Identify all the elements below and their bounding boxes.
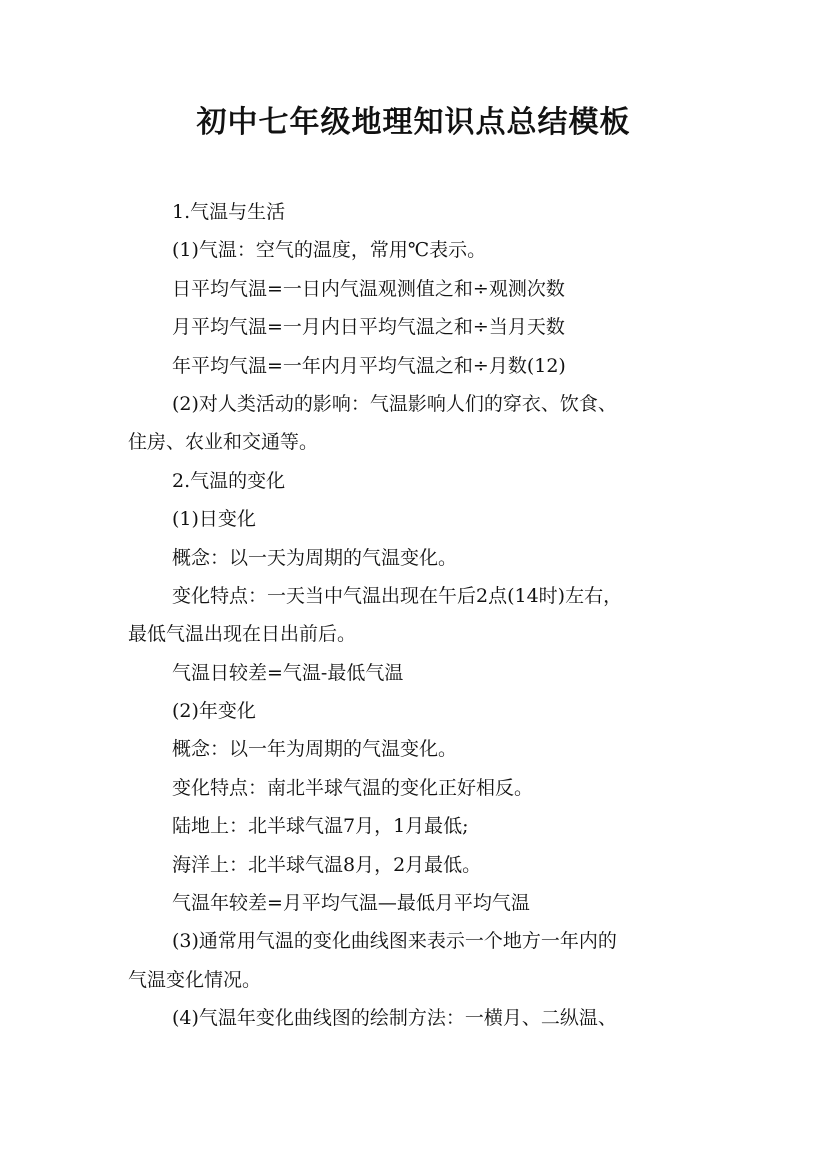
text-line: 日平均气温=一日内气温观测值之和÷观测次数 xyxy=(172,277,565,300)
text-line: 最低气温出现在日出前后。 xyxy=(128,623,357,646)
text-line: (1)气温：空气的温度，常用℃表示。 xyxy=(172,239,487,262)
text-line: 气温日较差=气温-最低气温 xyxy=(172,661,404,684)
text-line: 住房、农业和交通等。 xyxy=(128,431,319,454)
text-line: 气温变化情况。 xyxy=(128,968,262,991)
text-line: (3)通常用气温的变化曲线图来表示一个地方一年内的 xyxy=(172,930,617,953)
text-line: (2)年变化 xyxy=(172,700,256,723)
text-line: 海洋上：北半球气温8月，2月最低。 xyxy=(172,853,482,876)
text-line: (4)气温年变化曲线图的绘制方法：一横月、二纵温、 xyxy=(172,1007,617,1030)
text-line: 陆地上：北半球气温7月，1月最低; xyxy=(172,815,469,838)
document-title: 初中七年级地理知识点总结模板 xyxy=(196,105,631,140)
text-line: 概念：以一年为周期的气温变化。 xyxy=(172,738,458,761)
text-line: (1)日变化 xyxy=(172,508,256,531)
text-line: (2)对人类活动的影响：气温影响人们的穿衣、饮食、 xyxy=(172,392,617,415)
text-line: 变化特点：南北半球气温的变化正好相反。 xyxy=(172,776,534,799)
text-line: 气温年较差=月平均气温—最低月平均气温 xyxy=(172,892,530,915)
document-body xyxy=(128,193,728,1038)
text-line: 概念：以一天为周期的气温变化。 xyxy=(172,546,458,569)
text-line: 2.气温的变化 xyxy=(172,469,286,492)
text-line: 1.气温与生活 xyxy=(172,201,286,223)
text-line: 年平均气温=一年内月平均气温之和÷月数(12) xyxy=(172,354,566,377)
text-line: 变化特点：一天当中气温出现在午后2点(14时)左右， xyxy=(172,584,623,607)
text-line: 月平均气温=一月内日平均气温之和÷当月天数 xyxy=(172,316,565,339)
